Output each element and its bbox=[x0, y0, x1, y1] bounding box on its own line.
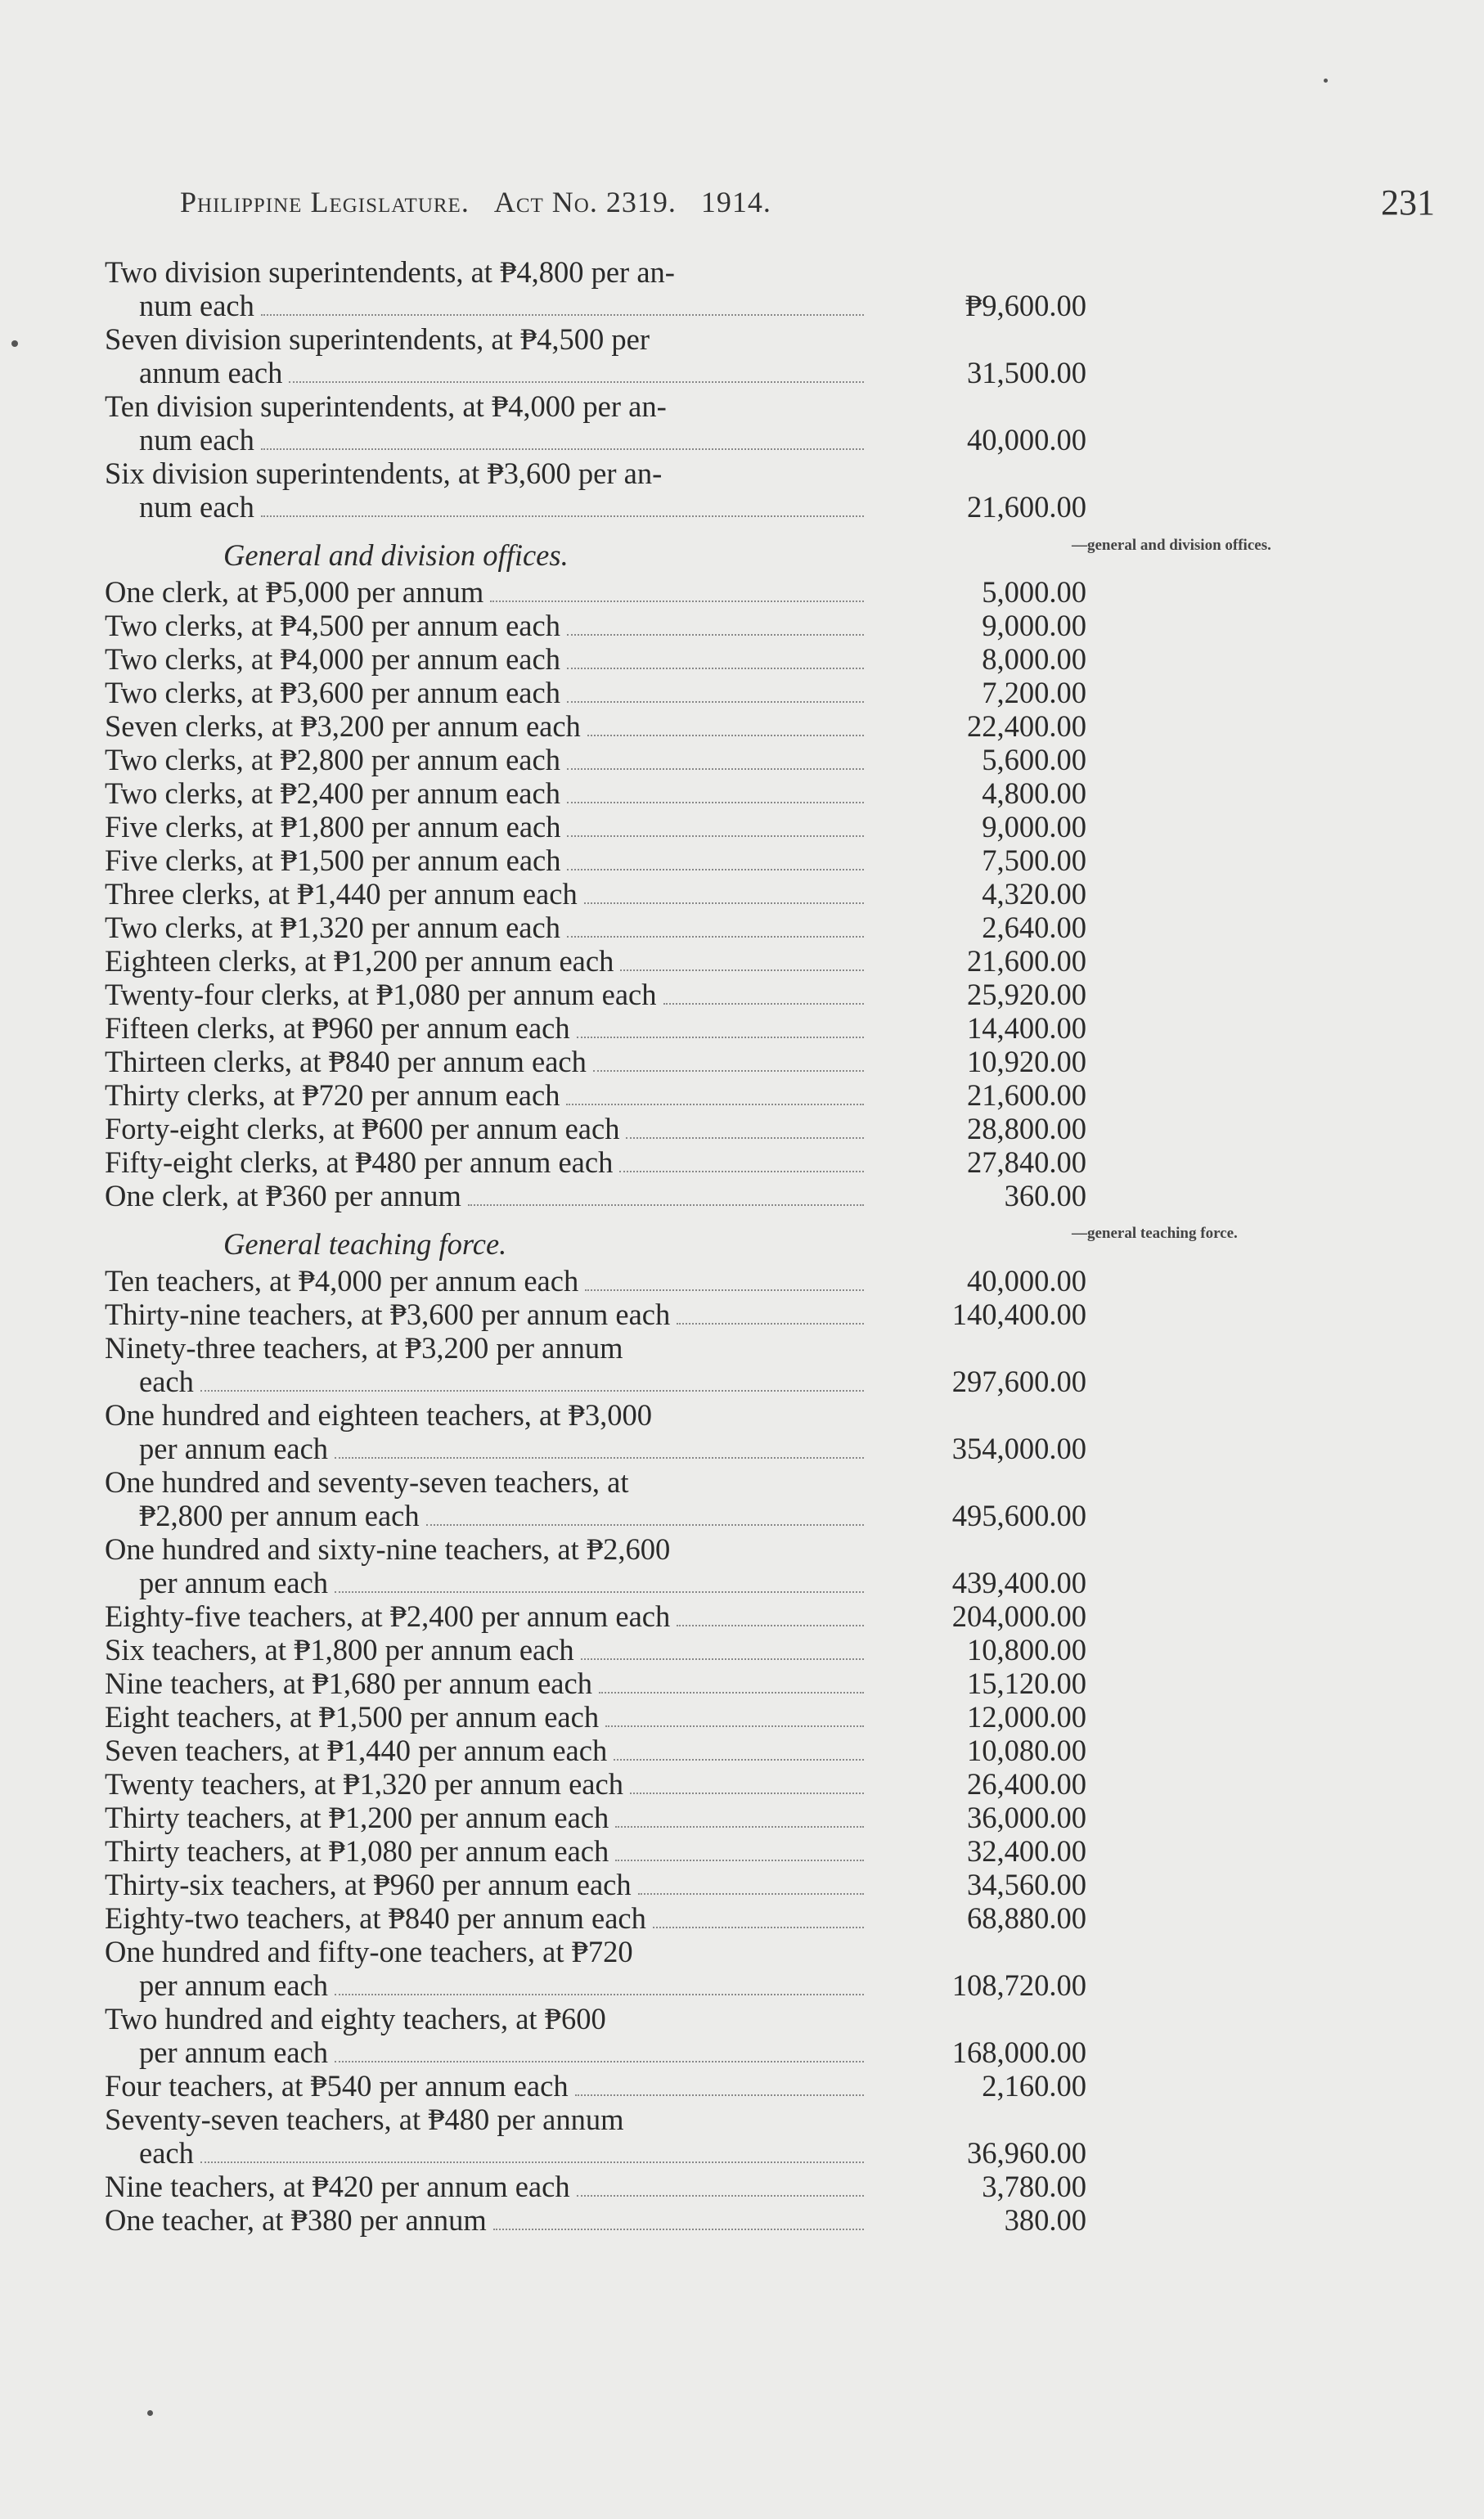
line-item-description bbox=[105, 1935, 874, 2002]
dot-leader bbox=[630, 1793, 864, 1794]
line-item-amount: 22,400.00 bbox=[967, 709, 1086, 743]
line-item bbox=[105, 1801, 1086, 1834]
description-line-2-text: annum each bbox=[139, 356, 283, 389]
description-text: Eight teachers, at ₱1,500 per annum each bbox=[105, 1700, 600, 1734]
line-item-amount: 9,000.00 bbox=[982, 609, 1086, 642]
dot-leader bbox=[426, 1524, 864, 1526]
dot-leader bbox=[567, 936, 864, 938]
description-text: Thirty-nine teachers, at ₱3,600 per annum each bbox=[105, 1298, 671, 1331]
line-item bbox=[105, 1179, 1086, 1212]
line-item bbox=[105, 1599, 1086, 1633]
description-text: Thirty-six teachers, at ₱960 per annum each bbox=[105, 1868, 632, 1901]
dot-leader bbox=[567, 701, 864, 703]
line-item-amount: ₱9,600.00 bbox=[965, 289, 1086, 322]
line-item-description bbox=[105, 1179, 874, 1212]
paper-speck bbox=[11, 340, 18, 347]
line-item-amount: 168,000.00 bbox=[951, 2035, 1086, 2069]
line-item-amount: 8,000.00 bbox=[982, 642, 1086, 676]
dot-leader bbox=[261, 314, 864, 316]
description-text: Nine teachers, at ₱420 per annum each bbox=[105, 2170, 570, 2203]
line-item-amount: 68,880.00 bbox=[967, 1901, 1086, 1935]
dot-leader bbox=[599, 1692, 864, 1694]
description-text: Seven teachers, at ₱1,440 per annum each bbox=[105, 1734, 608, 1767]
line-item bbox=[105, 1298, 1086, 1331]
header-legislature: Philippine Legislature. bbox=[180, 186, 470, 218]
page-number: 231 bbox=[1381, 182, 1435, 223]
dot-leader bbox=[614, 1759, 864, 1761]
line-item bbox=[105, 1011, 1086, 1045]
description-line-1: Ten division superintendents, at ₱4,000 per an- bbox=[105, 389, 667, 423]
line-item bbox=[105, 1045, 1086, 1078]
description-line-2 bbox=[105, 1499, 874, 1532]
line-item bbox=[105, 389, 1086, 457]
description-line-1: Two division superintendents, at ₱4,800 per an- bbox=[105, 255, 675, 289]
dot-leader bbox=[663, 1003, 864, 1005]
dot-leader bbox=[620, 969, 864, 971]
description-text: Two clerks, at ₱2,800 per annum each bbox=[105, 743, 560, 776]
line-item bbox=[105, 877, 1086, 911]
line-item-amount: 140,400.00 bbox=[951, 1298, 1086, 1331]
description-line-2-text: per annum each bbox=[139, 1432, 329, 1465]
line-item bbox=[105, 1264, 1086, 1298]
description-line-1: Ninety-three teachers, at ₱3,200 per annum bbox=[105, 1331, 623, 1365]
line-item-description bbox=[105, 810, 874, 843]
line-item-amount: 10,080.00 bbox=[967, 1734, 1086, 1767]
line-item-amount: 9,000.00 bbox=[982, 810, 1086, 843]
line-item-description bbox=[105, 1045, 874, 1078]
line-item-description bbox=[105, 1868, 874, 1901]
line-item bbox=[105, 2170, 1086, 2203]
line-item-amount: 354,000.00 bbox=[951, 1432, 1086, 1465]
description-line-2-text: each bbox=[139, 2136, 194, 2170]
description-line-1: One hundred and fifty-one teachers, at ₱720 bbox=[105, 1935, 633, 1968]
description-text: Two clerks, at ₱3,600 per annum each bbox=[105, 676, 560, 709]
line-item-description bbox=[105, 1901, 874, 1935]
line-item bbox=[105, 843, 1086, 877]
dot-leader bbox=[575, 2094, 864, 2096]
description-line-2 bbox=[105, 356, 874, 389]
line-item bbox=[105, 1734, 1086, 1767]
dot-leader bbox=[490, 601, 864, 602]
line-item bbox=[105, 1935, 1086, 2002]
description-line-2 bbox=[105, 1432, 874, 1465]
line-item bbox=[105, 609, 1086, 642]
line-item bbox=[105, 709, 1086, 743]
running-header bbox=[180, 185, 771, 219]
description-text: One teacher, at ₱380 per annum bbox=[105, 2203, 487, 2237]
line-item bbox=[105, 1465, 1086, 1532]
dot-leader bbox=[677, 1323, 864, 1325]
line-item-description bbox=[105, 1767, 874, 1801]
line-item-amount: 34,560.00 bbox=[967, 1868, 1086, 1901]
line-item-description bbox=[105, 1112, 874, 1145]
line-item-amount: 7,200.00 bbox=[982, 676, 1086, 709]
line-item bbox=[105, 2069, 1086, 2103]
line-item-amount: 15,120.00 bbox=[967, 1667, 1086, 1700]
description-line-2-text: num each bbox=[139, 423, 254, 457]
line-item-amount: 40,000.00 bbox=[967, 1264, 1086, 1298]
line-item-description bbox=[105, 1633, 874, 1667]
line-item-description bbox=[105, 1078, 874, 1112]
line-item-amount: 26,400.00 bbox=[967, 1767, 1086, 1801]
dot-leader bbox=[261, 515, 864, 517]
line-item-amount: 495,600.00 bbox=[951, 1499, 1086, 1532]
description-line-2-text: per annum each bbox=[139, 1566, 329, 1599]
line-item bbox=[105, 322, 1086, 389]
line-item-amount: 10,800.00 bbox=[967, 1633, 1086, 1667]
line-item-description bbox=[105, 389, 874, 457]
description-text: Fifty-eight clerks, at ₱480 per annum each bbox=[105, 1145, 614, 1179]
header-act: Act No. 2319. bbox=[493, 186, 677, 218]
line-item bbox=[105, 1112, 1086, 1145]
line-item-description bbox=[105, 2069, 874, 2103]
line-item-amount: 108,720.00 bbox=[951, 1968, 1086, 2002]
description-text: Two clerks, at ₱4,000 per annum each bbox=[105, 642, 560, 676]
line-item-amount: 21,600.00 bbox=[967, 490, 1086, 524]
line-item bbox=[105, 457, 1086, 524]
dot-leader bbox=[567, 668, 864, 669]
description-text: One clerk, at ₱5,000 per annum bbox=[105, 575, 484, 609]
line-item bbox=[105, 1078, 1086, 1112]
description-text: Two clerks, at ₱4,500 per annum each bbox=[105, 609, 560, 642]
line-item-description bbox=[105, 1398, 874, 1465]
dot-leader bbox=[593, 1070, 864, 1072]
dot-leader bbox=[200, 2161, 864, 2163]
line-item-description bbox=[105, 1734, 874, 1767]
line-item-amount: 297,600.00 bbox=[951, 1365, 1086, 1398]
line-item bbox=[105, 1834, 1086, 1868]
line-item-description bbox=[105, 1465, 874, 1532]
description-line-1: One hundred and eighteen teachers, at ₱3,000 bbox=[105, 1398, 652, 1432]
description-text: Thirteen clerks, at ₱840 per annum each bbox=[105, 1045, 587, 1078]
line-item-description bbox=[105, 843, 874, 877]
description-text: Fifteen clerks, at ₱960 per annum each bbox=[105, 1011, 570, 1045]
line-item-amount: 27,840.00 bbox=[967, 1145, 1086, 1179]
line-item-description bbox=[105, 2203, 874, 2237]
line-item-amount: 10,920.00 bbox=[967, 1045, 1086, 1078]
line-item-description bbox=[105, 457, 874, 524]
line-item-amount: 5,000.00 bbox=[982, 575, 1086, 609]
line-item-description bbox=[105, 676, 874, 709]
line-item-description bbox=[105, 2170, 874, 2203]
line-item bbox=[105, 1700, 1086, 1734]
line-item-description bbox=[105, 1700, 874, 1734]
line-item-description bbox=[105, 2103, 874, 2170]
dot-leader bbox=[567, 768, 864, 770]
dot-leader bbox=[585, 1289, 864, 1291]
description-text: Ten teachers, at ₱4,000 per annum each bbox=[105, 1264, 579, 1298]
dot-leader bbox=[335, 1591, 864, 1593]
superintendent-items bbox=[105, 255, 1086, 524]
line-item-amount: 32,400.00 bbox=[967, 1834, 1086, 1868]
line-item-amount: 2,160.00 bbox=[982, 2069, 1086, 2103]
description-line-2 bbox=[105, 2035, 874, 2069]
description-text: Thirty teachers, at ₱1,200 per annum each bbox=[105, 1801, 609, 1834]
line-item-description bbox=[105, 1667, 874, 1700]
description-text: Twenty teachers, at ₱1,320 per annum each bbox=[105, 1767, 623, 1801]
line-item-description bbox=[105, 743, 874, 776]
line-item bbox=[105, 1767, 1086, 1801]
dot-leader bbox=[567, 802, 864, 803]
line-item-description bbox=[105, 1145, 874, 1179]
description-line-1: Two hundred and eighty teachers, at ₱600 bbox=[105, 2002, 606, 2035]
description-line-2-text: each bbox=[139, 1365, 194, 1398]
line-item-description bbox=[105, 1011, 874, 1045]
line-item bbox=[105, 944, 1086, 978]
line-item bbox=[105, 1633, 1086, 1667]
line-item-amount: 36,000.00 bbox=[967, 1801, 1086, 1834]
dot-leader bbox=[566, 1104, 864, 1105]
description-line-2 bbox=[105, 289, 874, 322]
line-item bbox=[105, 1901, 1086, 1935]
line-item-amount: 4,320.00 bbox=[982, 877, 1086, 911]
line-item bbox=[105, 2103, 1086, 2170]
line-item-description bbox=[105, 642, 874, 676]
line-item-amount: 5,600.00 bbox=[982, 743, 1086, 776]
dot-leader bbox=[626, 1137, 864, 1139]
dot-leader bbox=[567, 869, 864, 870]
description-line-2-text: per annum each bbox=[139, 1968, 329, 2002]
line-item bbox=[105, 810, 1086, 843]
description-line-2 bbox=[105, 490, 874, 524]
line-item-amount: 2,640.00 bbox=[982, 911, 1086, 944]
line-item-description bbox=[105, 877, 874, 911]
dot-leader bbox=[653, 1927, 864, 1928]
description-text: Twenty-four clerks, at ₱1,080 per annum each bbox=[105, 978, 657, 1011]
clerk-items bbox=[105, 575, 1086, 1212]
dot-leader bbox=[289, 381, 864, 383]
line-item bbox=[105, 2002, 1086, 2069]
line-item-amount: 4,800.00 bbox=[982, 776, 1086, 810]
line-item-description bbox=[105, 1331, 874, 1398]
appropriation-list bbox=[105, 255, 1086, 2237]
line-item-amount: 14,400.00 bbox=[967, 1011, 1086, 1045]
line-item bbox=[105, 255, 1086, 322]
section-heading-general-division: General and division offices. bbox=[223, 538, 569, 572]
description-text: Thirty clerks, at ₱720 per annum each bbox=[105, 1078, 560, 1112]
line-item-amount: 439,400.00 bbox=[951, 1566, 1086, 1599]
line-item-description bbox=[105, 322, 874, 389]
line-item-description bbox=[105, 2002, 874, 2069]
description-text: Four teachers, at ₱540 per annum each bbox=[105, 2069, 569, 2103]
line-item bbox=[105, 676, 1086, 709]
line-item-description bbox=[105, 255, 874, 322]
description-line-1: One hundred and sixty-nine teachers, at ₱2,600 bbox=[105, 1532, 671, 1566]
dot-leader bbox=[335, 1994, 864, 1995]
line-item-description bbox=[105, 911, 874, 944]
dot-leader bbox=[605, 1725, 864, 1727]
line-item-description bbox=[105, 575, 874, 609]
description-line-1: One hundred and seventy-seven teachers, at bbox=[105, 1465, 629, 1499]
dot-leader bbox=[200, 1390, 864, 1392]
description-text: Five clerks, at ₱1,800 per annum each bbox=[105, 810, 561, 843]
dot-leader bbox=[577, 1037, 864, 1038]
line-item-description bbox=[105, 1834, 874, 1868]
description-line-2-text: num each bbox=[139, 289, 254, 322]
margin-note-teaching-force: —general teaching force. bbox=[1072, 1225, 1238, 1242]
line-item bbox=[105, 1868, 1086, 1901]
line-item-amount: 25,920.00 bbox=[967, 978, 1086, 1011]
dot-leader bbox=[567, 634, 864, 636]
line-item-amount: 28,800.00 bbox=[967, 1112, 1086, 1145]
line-item-description bbox=[105, 609, 874, 642]
line-item bbox=[105, 1532, 1086, 1599]
description-text: Seven clerks, at ₱3,200 per annum each bbox=[105, 709, 581, 743]
line-item-amount: 360.00 bbox=[1004, 1179, 1086, 1212]
description-line-2-text: ₱2,800 per annum each bbox=[139, 1499, 420, 1532]
description-text: Nine teachers, at ₱1,680 per annum each bbox=[105, 1667, 592, 1700]
line-item-description bbox=[105, 1298, 874, 1331]
dot-leader bbox=[468, 1204, 864, 1206]
line-item-amount: 204,000.00 bbox=[951, 1599, 1086, 1633]
dot-leader bbox=[615, 1826, 864, 1828]
description-line-2 bbox=[105, 1968, 874, 2002]
line-item bbox=[105, 743, 1086, 776]
line-item-description bbox=[105, 944, 874, 978]
description-text: Eighty-five teachers, at ₱2,400 per annum each bbox=[105, 1599, 671, 1633]
line-item-amount: 12,000.00 bbox=[967, 1700, 1086, 1734]
line-item-description bbox=[105, 1532, 874, 1599]
description-text: Eighteen clerks, at ₱1,200 per annum each bbox=[105, 944, 614, 978]
description-text: Two clerks, at ₱1,320 per annum each bbox=[105, 911, 560, 944]
dot-leader bbox=[493, 2229, 864, 2230]
dot-leader bbox=[567, 835, 864, 837]
description-text: Eighty-two teachers, at ₱840 per annum each bbox=[105, 1901, 646, 1935]
description-line-2 bbox=[105, 1566, 874, 1599]
dot-leader bbox=[577, 2195, 864, 2197]
line-item bbox=[105, 776, 1086, 810]
description-line-1: Six division superintendents, at ₱3,600 per an- bbox=[105, 457, 663, 490]
description-line-2-text: num each bbox=[139, 490, 254, 524]
line-item bbox=[105, 1398, 1086, 1465]
dot-leader bbox=[335, 2061, 864, 2062]
line-item bbox=[105, 642, 1086, 676]
line-item-amount: 7,500.00 bbox=[982, 843, 1086, 877]
line-item bbox=[105, 911, 1086, 944]
line-item bbox=[105, 978, 1086, 1011]
description-line-2 bbox=[105, 1365, 874, 1398]
line-item bbox=[105, 2203, 1086, 2237]
description-line-1: Seven division superintendents, at ₱4,500 per bbox=[105, 322, 650, 356]
paper-speck bbox=[147, 2410, 153, 2416]
line-item-description bbox=[105, 776, 874, 810]
description-text: Thirty teachers, at ₱1,080 per annum each bbox=[105, 1834, 609, 1868]
margin-note-general-division: —general and division offices. bbox=[1072, 537, 1271, 554]
description-line-2 bbox=[105, 423, 874, 457]
dot-leader bbox=[615, 1860, 864, 1861]
line-item-amount: 380.00 bbox=[1004, 2203, 1086, 2237]
dot-leader bbox=[335, 1457, 864, 1459]
header-year: 1914. bbox=[700, 186, 771, 218]
description-text: Three clerks, at ₱1,440 per annum each bbox=[105, 877, 578, 911]
line-item-amount: 3,780.00 bbox=[982, 2170, 1086, 2203]
section-heading-teaching-force: General teaching force. bbox=[223, 1227, 507, 1261]
description-text: Two clerks, at ₱2,400 per annum each bbox=[105, 776, 560, 810]
dot-leader bbox=[638, 1893, 864, 1895]
line-item-amount: 40,000.00 bbox=[967, 423, 1086, 457]
dot-leader bbox=[261, 448, 864, 450]
line-item bbox=[105, 575, 1086, 609]
line-item-amount: 36,960.00 bbox=[967, 2136, 1086, 2170]
line-item-description bbox=[105, 978, 874, 1011]
description-line-2-text: per annum each bbox=[139, 2035, 329, 2069]
line-item bbox=[105, 1667, 1086, 1700]
line-item bbox=[105, 1331, 1086, 1398]
description-text: Six teachers, at ₱1,800 per annum each bbox=[105, 1633, 574, 1667]
paper-speck bbox=[1324, 79, 1328, 83]
description-text: Forty-eight clerks, at ₱600 per annum each bbox=[105, 1112, 620, 1145]
line-item-description bbox=[105, 1599, 874, 1633]
description-text: Five clerks, at ₱1,500 per annum each bbox=[105, 843, 561, 877]
description-text: One clerk, at ₱360 per annum bbox=[105, 1179, 461, 1212]
dot-leader bbox=[587, 735, 864, 736]
line-item-amount: 21,600.00 bbox=[967, 1078, 1086, 1112]
line-item-amount: 21,600.00 bbox=[967, 944, 1086, 978]
line-item-description bbox=[105, 709, 874, 743]
description-line-1: Seventy-seven teachers, at ₱480 per annum bbox=[105, 2103, 624, 2136]
description-line-2 bbox=[105, 2136, 874, 2170]
dot-leader bbox=[677, 1625, 864, 1626]
dot-leader bbox=[619, 1171, 864, 1172]
line-item-description bbox=[105, 1264, 874, 1298]
line-item bbox=[105, 1145, 1086, 1179]
teacher-items bbox=[105, 1264, 1086, 2237]
dot-leader bbox=[581, 1658, 864, 1660]
line-item-amount: 31,500.00 bbox=[967, 356, 1086, 389]
dot-leader bbox=[584, 902, 864, 904]
line-item-description bbox=[105, 1801, 874, 1834]
